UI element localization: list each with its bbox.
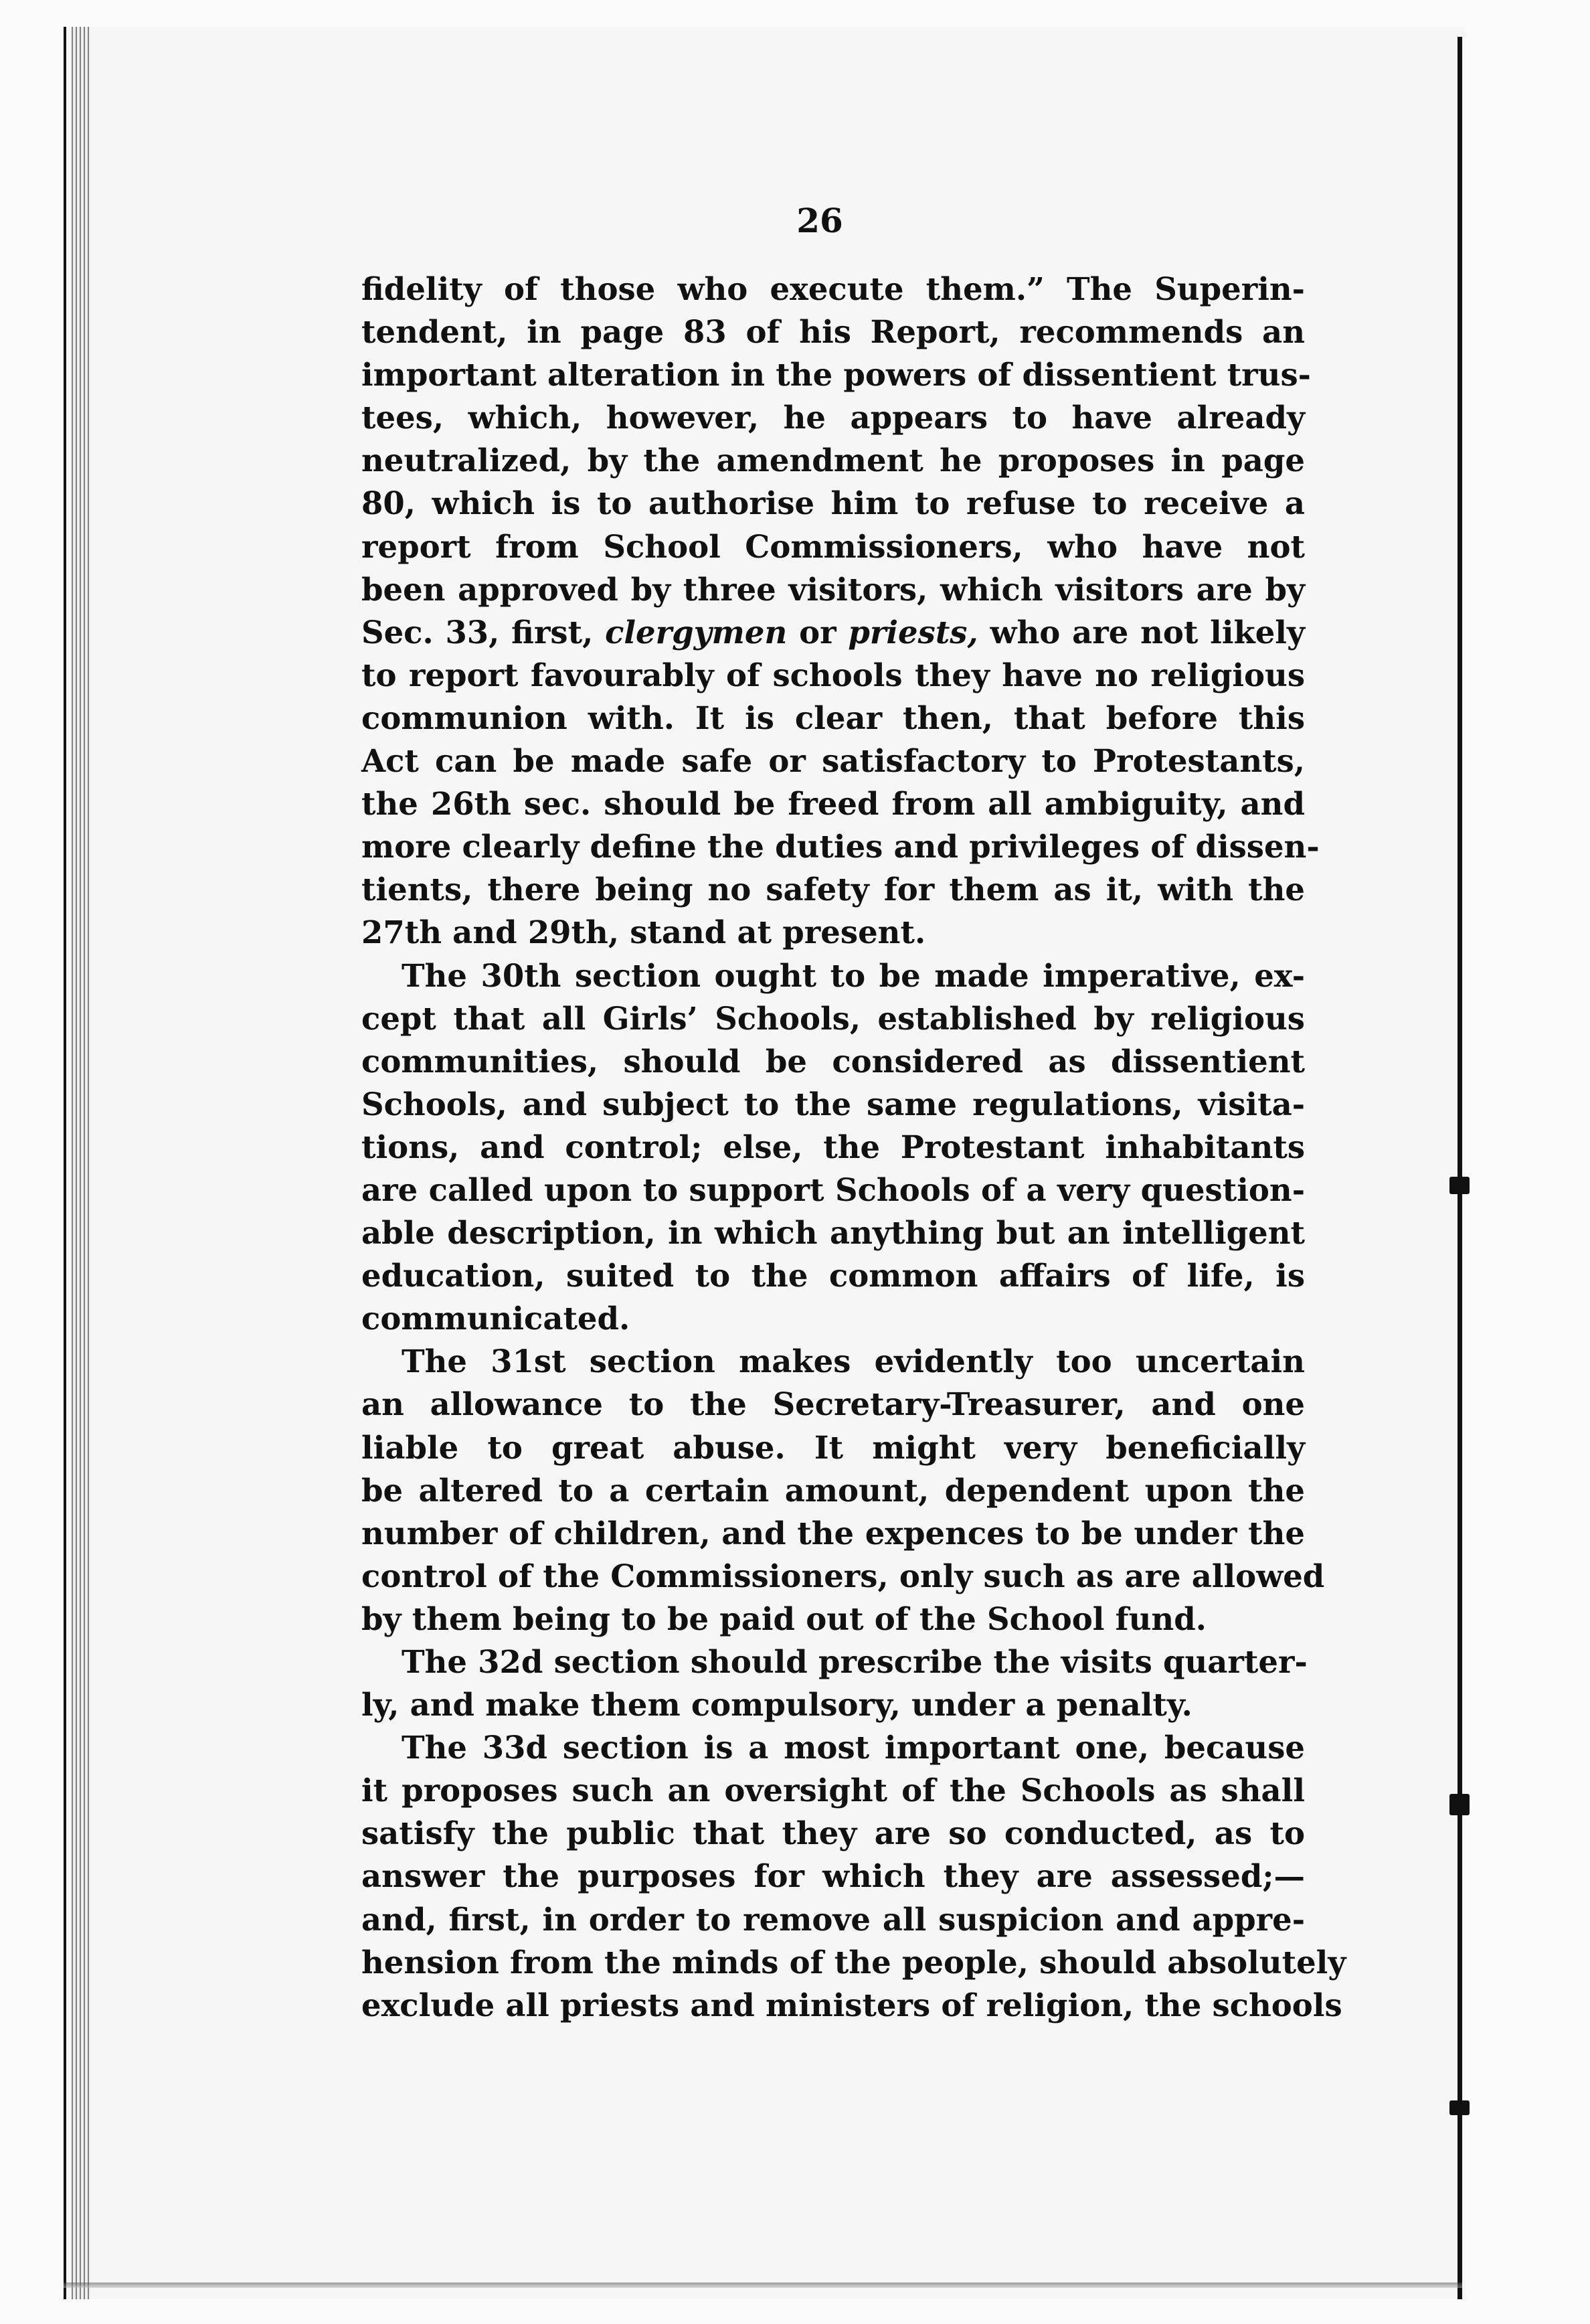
text-line: The 33d section is a most important one, because: [402, 1729, 1305, 1766]
text-line: communicated.: [361, 1300, 630, 1337]
page-number: 26: [796, 201, 843, 240]
text-line: important alteration in the powers of dissentient trus-: [361, 356, 1311, 394]
text-line: tees, which, however, he appears to have already: [361, 399, 1305, 436]
text-line: The 30th section ought to be made imperative, ex-: [402, 957, 1305, 994]
text-line: exclude all priests and ministers of religion, the schools: [361, 1986, 1342, 2023]
text-line: an allowance to the Secretary-Treasurer, and one: [361, 1386, 1305, 1423]
binding-clip: [1449, 1794, 1470, 1815]
text-line: to report favourably of schools they have no religious: [361, 656, 1305, 693]
text-line: neutralized, by the amendment he proposes in page: [361, 442, 1305, 479]
text-line: be altered to a certain amount, dependent upon the: [361, 1471, 1305, 1509]
text-run: or: [787, 613, 849, 651]
text-line: it proposes such an oversight of the Schools as shall: [361, 1772, 1305, 1809]
text-line: fidelity of those who execute them.” The Superin-: [361, 270, 1305, 307]
text-line: communion with. It is clear then, that before this: [361, 699, 1305, 736]
text-line: Act can be made safe or satisfactory to Protestants,: [361, 742, 1305, 780]
text-line: cept that all Girls’ Schools, established by religious: [361, 999, 1305, 1037]
text-line: 80, which is to authorise him to refuse to receive a: [361, 485, 1305, 522]
body-text: [361, 201, 1346, 2027]
text-line: liable to great abuse. It might very beneficially: [361, 1428, 1305, 1466]
text-line: ly, and make them compulsory, under a penalty.: [361, 1686, 1192, 1724]
text-line: tendent, in page 83 of his Report, recommends an: [361, 313, 1305, 351]
text-line: are called upon to support Schools of a very question-: [361, 1171, 1305, 1208]
text-line: control of the Commissioners, only such as are allowed: [361, 1557, 1325, 1594]
binding-gutter: [1458, 37, 1462, 2299]
text-line: been approved by three visitors, which visitors are by: [361, 570, 1305, 608]
text-line: hension from the minds of the people, should absolutely: [361, 1943, 1346, 1981]
text-run: Sec. 33, first,: [361, 613, 606, 651]
text-line: more clearly define the duties and privileges of dissen-: [361, 828, 1320, 865]
text-line: communities, should be considered as dissentient: [361, 1042, 1305, 1080]
text-line: The 32d section should prescribe the visits quarter-: [402, 1643, 1308, 1680]
page-bottom-edge: [64, 2282, 1462, 2288]
text-line: number of children, and the expences to be under the: [361, 1514, 1305, 1552]
text-run: who are not likely: [978, 613, 1305, 651]
text-line: 27th and 29th, stand at present.: [361, 914, 926, 951]
binding-clip: [1449, 1177, 1470, 1194]
emphasis-priests: priests,: [848, 613, 978, 651]
binding-clip: [1449, 2100, 1470, 2115]
text-line: the 26th sec. should be freed from all ambiguity, and: [361, 785, 1305, 823]
text-line: answer the purposes for which they are assessed;—: [361, 1857, 1305, 1895]
text-line: able description, in which anything but an intelligent: [361, 1214, 1305, 1252]
text-line: satisfy the public that they are so conducted, as to: [361, 1815, 1305, 1852]
text-line: tions, and control; else, the Protestant inhabitants: [361, 1128, 1305, 1165]
emphasis-clergymen: clergymen: [605, 613, 788, 651]
text-line: education, suited to the common affairs of life, is: [361, 1257, 1305, 1295]
text-line: and, first, in order to remove all suspicion and appre-: [361, 1900, 1305, 1938]
text-line: by them being to be paid out of the School fund.: [361, 1600, 1207, 1637]
text-line: [361, 611, 1305, 654]
text-line: The 31st section makes evidently too uncertain: [402, 1343, 1305, 1380]
text-line: tients, there being no safety for them as it, with the: [361, 871, 1305, 908]
text-line: report from School Commissioners, who have not: [361, 527, 1305, 565]
text-line: Schools, and subject to the same regulations, visita-: [361, 1085, 1305, 1123]
